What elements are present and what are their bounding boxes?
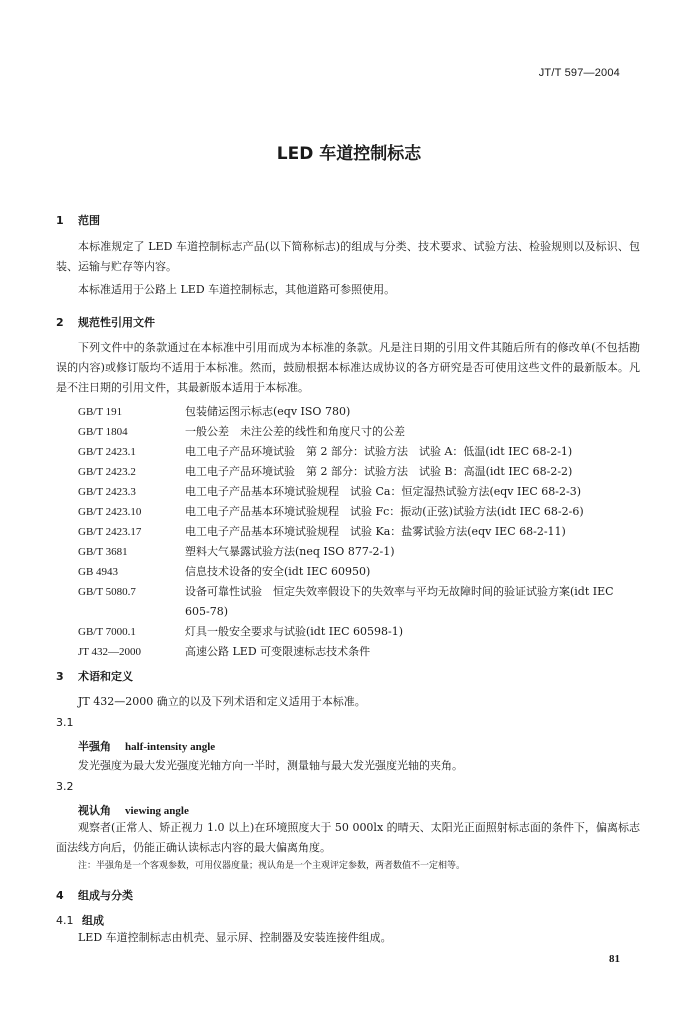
reference-code: GB/T 2423.17 (78, 526, 142, 538)
reference-code: GB/T 2423.1 (78, 446, 136, 458)
reference-code: GB/T 3681 (78, 546, 128, 558)
section-number: 1 (56, 214, 64, 227)
normative-references-list (78, 402, 638, 662)
reference-row (78, 582, 638, 622)
reference-title: 高速公路 LED 可变限速标志技术条件 (185, 645, 371, 658)
reference-row (78, 482, 638, 502)
subsection-number: 4.1 (56, 914, 74, 927)
reference-row (78, 642, 638, 662)
reference-code: GB/T 5080.7 (78, 586, 136, 598)
reference-code: GB/T 2423.10 (78, 506, 142, 518)
section-1-heading (56, 212, 100, 228)
section-title: 规范性引用文件 (78, 316, 155, 329)
reference-title: 灯具一般安全要求与试验(idt IEC 60598-1) (185, 625, 404, 638)
section-4-heading (56, 887, 133, 903)
term-3-2-heading (78, 802, 189, 818)
section-3-paragraph-1: JT 432—2000 确立的以及下列术语和定义适用于本标准。 (78, 695, 366, 708)
reference-row (78, 502, 638, 522)
reference-row (78, 562, 638, 582)
reference-title: 电工电子产品环境试验 第 2 部分：试验方法 试验 B：高温(idt IEC 68-2-2) (185, 465, 573, 478)
reference-title: 电工电子产品基本环境试验规程 试验 Ca：恒定湿热试验方法(eqv IEC 68-2-3) (185, 485, 582, 498)
reference-title: 设备可靠性试验 恒定失效率假设下的失效率与平均无故障时间的验证试验方案(idt IEC 605-78) (185, 585, 614, 618)
term-3-1-number: 3.1 (56, 716, 74, 729)
reference-code: GB/T 191 (78, 406, 123, 418)
reference-code: GB/T 2423.3 (78, 486, 136, 498)
reference-row (78, 422, 638, 442)
reference-title: 电工电子产品基本环境试验规程 试验 Ka：盐雾试验方法(eqv IEC 68-2-11) (185, 525, 566, 538)
subsection-4-1-heading (56, 912, 104, 928)
section-1-paragraph-2: 本标准适用于公路上 LED 车道控制标志，其他道路可参照使用。 (78, 283, 396, 296)
term-3-2-number: 3.2 (56, 780, 74, 793)
subsection-4-1-paragraph: LED 车道控制标志由机壳、显示屏、控制器及安装连接件组成。 (78, 931, 392, 944)
section-2-heading (56, 314, 155, 330)
section-2-paragraph-1: 下列文件中的条款通过在本标准中引用而成为本标准的条款。凡是注日期的引用文件其随后所有的修改单(不包括勘误的内容)或修订版均不适用于本标准。然而，鼓励根据本标准达成协议的各方研究是否可使用这些文件的最新版本。凡是不注日期的引用文件，其最新版本适用于本标准。 (56, 341, 640, 394)
section-number: 4 (56, 889, 64, 902)
term-chinese: 半强角 (78, 740, 111, 753)
term-3-2-definition: 观察者(正常人、矫正视力 1.0 以上)在环境照度大于 50 000lx 的晴天、太阳光正面照射标志面的条件下，偏离标志面法线方向后，仍能正确认读标志内容的最大偏离角度。 (56, 821, 640, 854)
reference-title: 一般公差 未注公差的线性和角度尺寸的公差 (185, 425, 405, 438)
reference-title: 包装储运图示标志(eqv ISO 780) (185, 405, 351, 418)
term-3-1-definition: 发光强度为最大发光强度光轴方向一半时，测量轴与最大发光强度光轴的夹角。 (78, 759, 463, 772)
section-title: 术语和定义 (78, 670, 133, 683)
page-title: LED 车道控制标志 (276, 144, 422, 164)
section-number: 2 (56, 316, 64, 329)
terms-note: 注：半强角是一个客观参数，可用仪器度量；视认角是一个主观评定参数，两者数值不一定相等。 (78, 861, 466, 871)
reference-code: GB/T 7000.1 (78, 626, 136, 638)
term-chinese: 视认角 (78, 804, 111, 817)
reference-title: 电工电子产品基本环境试验规程 试验 Fc：振动(正弦)试验方法(idt IEC 68-2-6) (185, 505, 584, 518)
section-3-heading (56, 668, 133, 684)
subsection-title: 组成 (82, 914, 104, 927)
reference-row (78, 622, 638, 642)
reference-row (78, 542, 638, 562)
term-english: viewing angle (125, 805, 189, 817)
section-number: 3 (56, 670, 64, 683)
standard-code: JT/T 597—2004 (538, 67, 620, 79)
reference-code: JT 432—2000 (78, 646, 142, 658)
reference-row (78, 462, 638, 482)
term-3-1-heading (78, 738, 215, 754)
reference-title: 塑料大气暴露试验方法(neq ISO 877-2-1) (185, 545, 395, 558)
reference-code: GB/T 2423.2 (78, 466, 136, 478)
term-english: half-intensity angle (125, 741, 216, 753)
reference-row (78, 402, 638, 422)
reference-title: 电工电子产品环境试验 第 2 部分：试验方法 试验 A：低温(idt IEC 68-2-1) (185, 445, 573, 458)
section-title: 范围 (78, 214, 100, 227)
section-1-paragraph-1: 本标准规定了 LED 车道控制标志产品(以下简称标志)的组成与分类、技术要求、试验方法、检验规则以及标识、包装、运输与贮存等内容。 (56, 240, 640, 273)
reference-code: GB 4943 (78, 566, 119, 578)
section-title: 组成与分类 (78, 889, 133, 902)
page-number: 81 (609, 953, 620, 965)
reference-code: GB/T 1804 (78, 426, 128, 438)
reference-row (78, 442, 638, 462)
reference-title: 信息技术设备的安全(idt IEC 60950) (185, 565, 371, 578)
reference-row (78, 522, 638, 542)
